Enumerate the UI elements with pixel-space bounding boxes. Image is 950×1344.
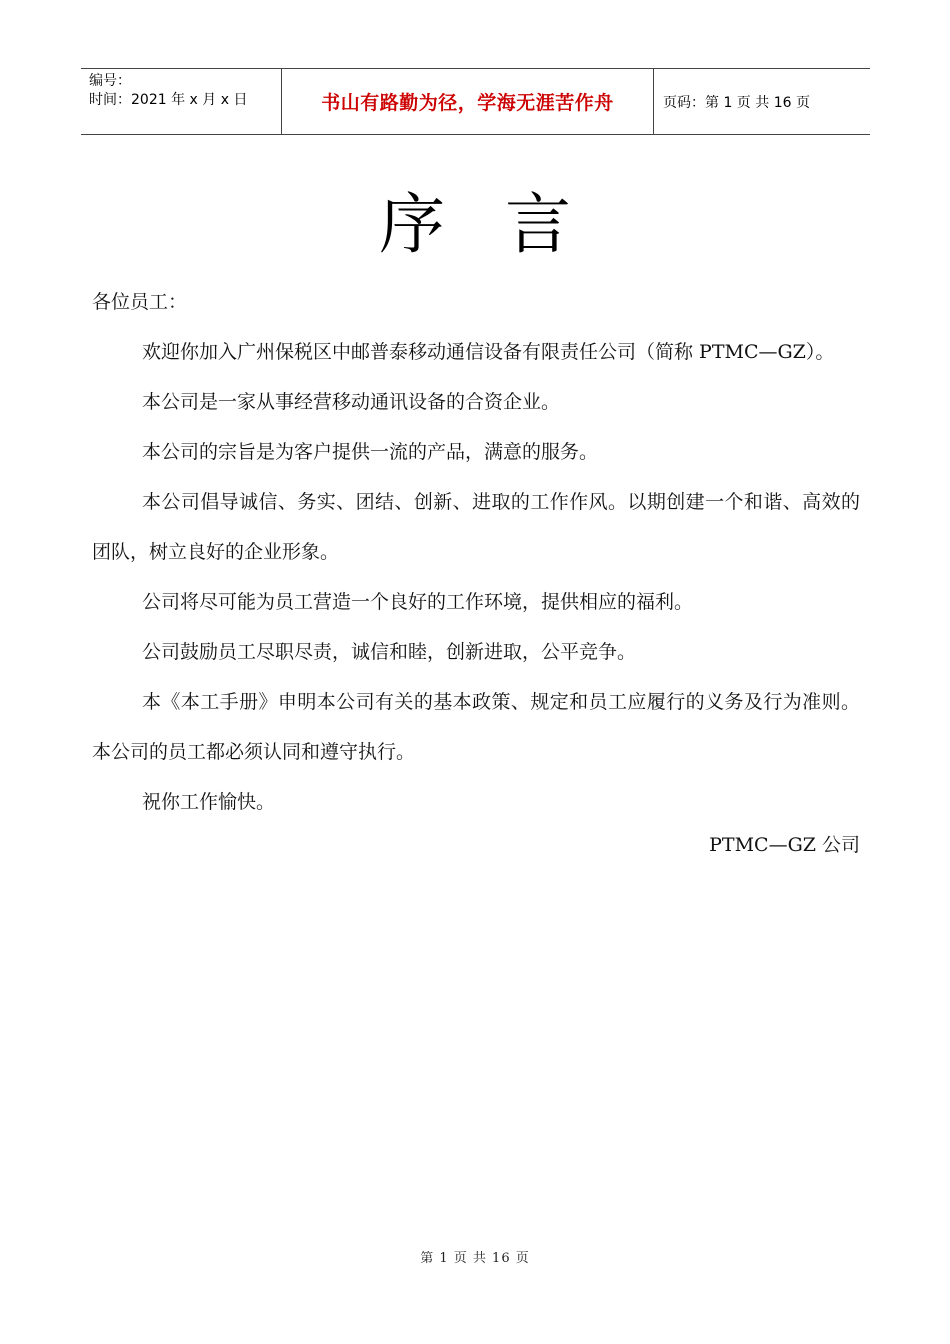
paragraph: 本公司的宗旨是为客户提供一流的产品，满意的服务。 <box>142 441 599 463</box>
page-header <box>81 68 870 135</box>
paragraph: 本公司倡导诚信、务实、团结、创新、进取的工作作风。以期创建一个和谐、高效的团队，树立良好的企业形象。 <box>92 491 860 563</box>
paragraph: 祝你工作愉快。 <box>142 791 276 813</box>
signature: PTMC—GZ 公司 <box>709 834 860 856</box>
page-footer: 第 1 页 共 16 页 <box>420 1251 530 1266</box>
header-meta <box>81 69 281 134</box>
greeting: 各位员工： <box>92 291 188 313</box>
paragraph: 公司鼓励员工尽职尽责，诚信和睦，创新进取，公平竞争。 <box>142 641 637 663</box>
body-text <box>92 277 860 859</box>
paragraph: 公司将尽可能为员工营造一个良好的工作环境，提供相应的福利。 <box>142 591 694 613</box>
header-number: 编号： <box>89 73 131 89</box>
page-title: 序言 <box>379 186 631 263</box>
paragraph: 欢迎你加入广州保税区中邮普泰移动通信设备有限责任公司（简称 PTMC—GZ）。 <box>142 341 835 363</box>
header-time: 时间：2021 年 x 月 x 日 <box>89 92 248 108</box>
paragraph: 本《本工手册》申明本公司有关的基本政策、规定和员工应履行的义务及行为准则。本公司的员工都必须认同和遵守执行。 <box>92 691 860 763</box>
paragraph: 本公司是一家从事经营移动通讯设备的合资企业。 <box>142 391 561 413</box>
header-motto: 书山有路勤为径，学海无涯苦作舟 <box>281 69 654 134</box>
header-page-number: 页码：第 1 页 共 16 页 <box>663 94 810 111</box>
